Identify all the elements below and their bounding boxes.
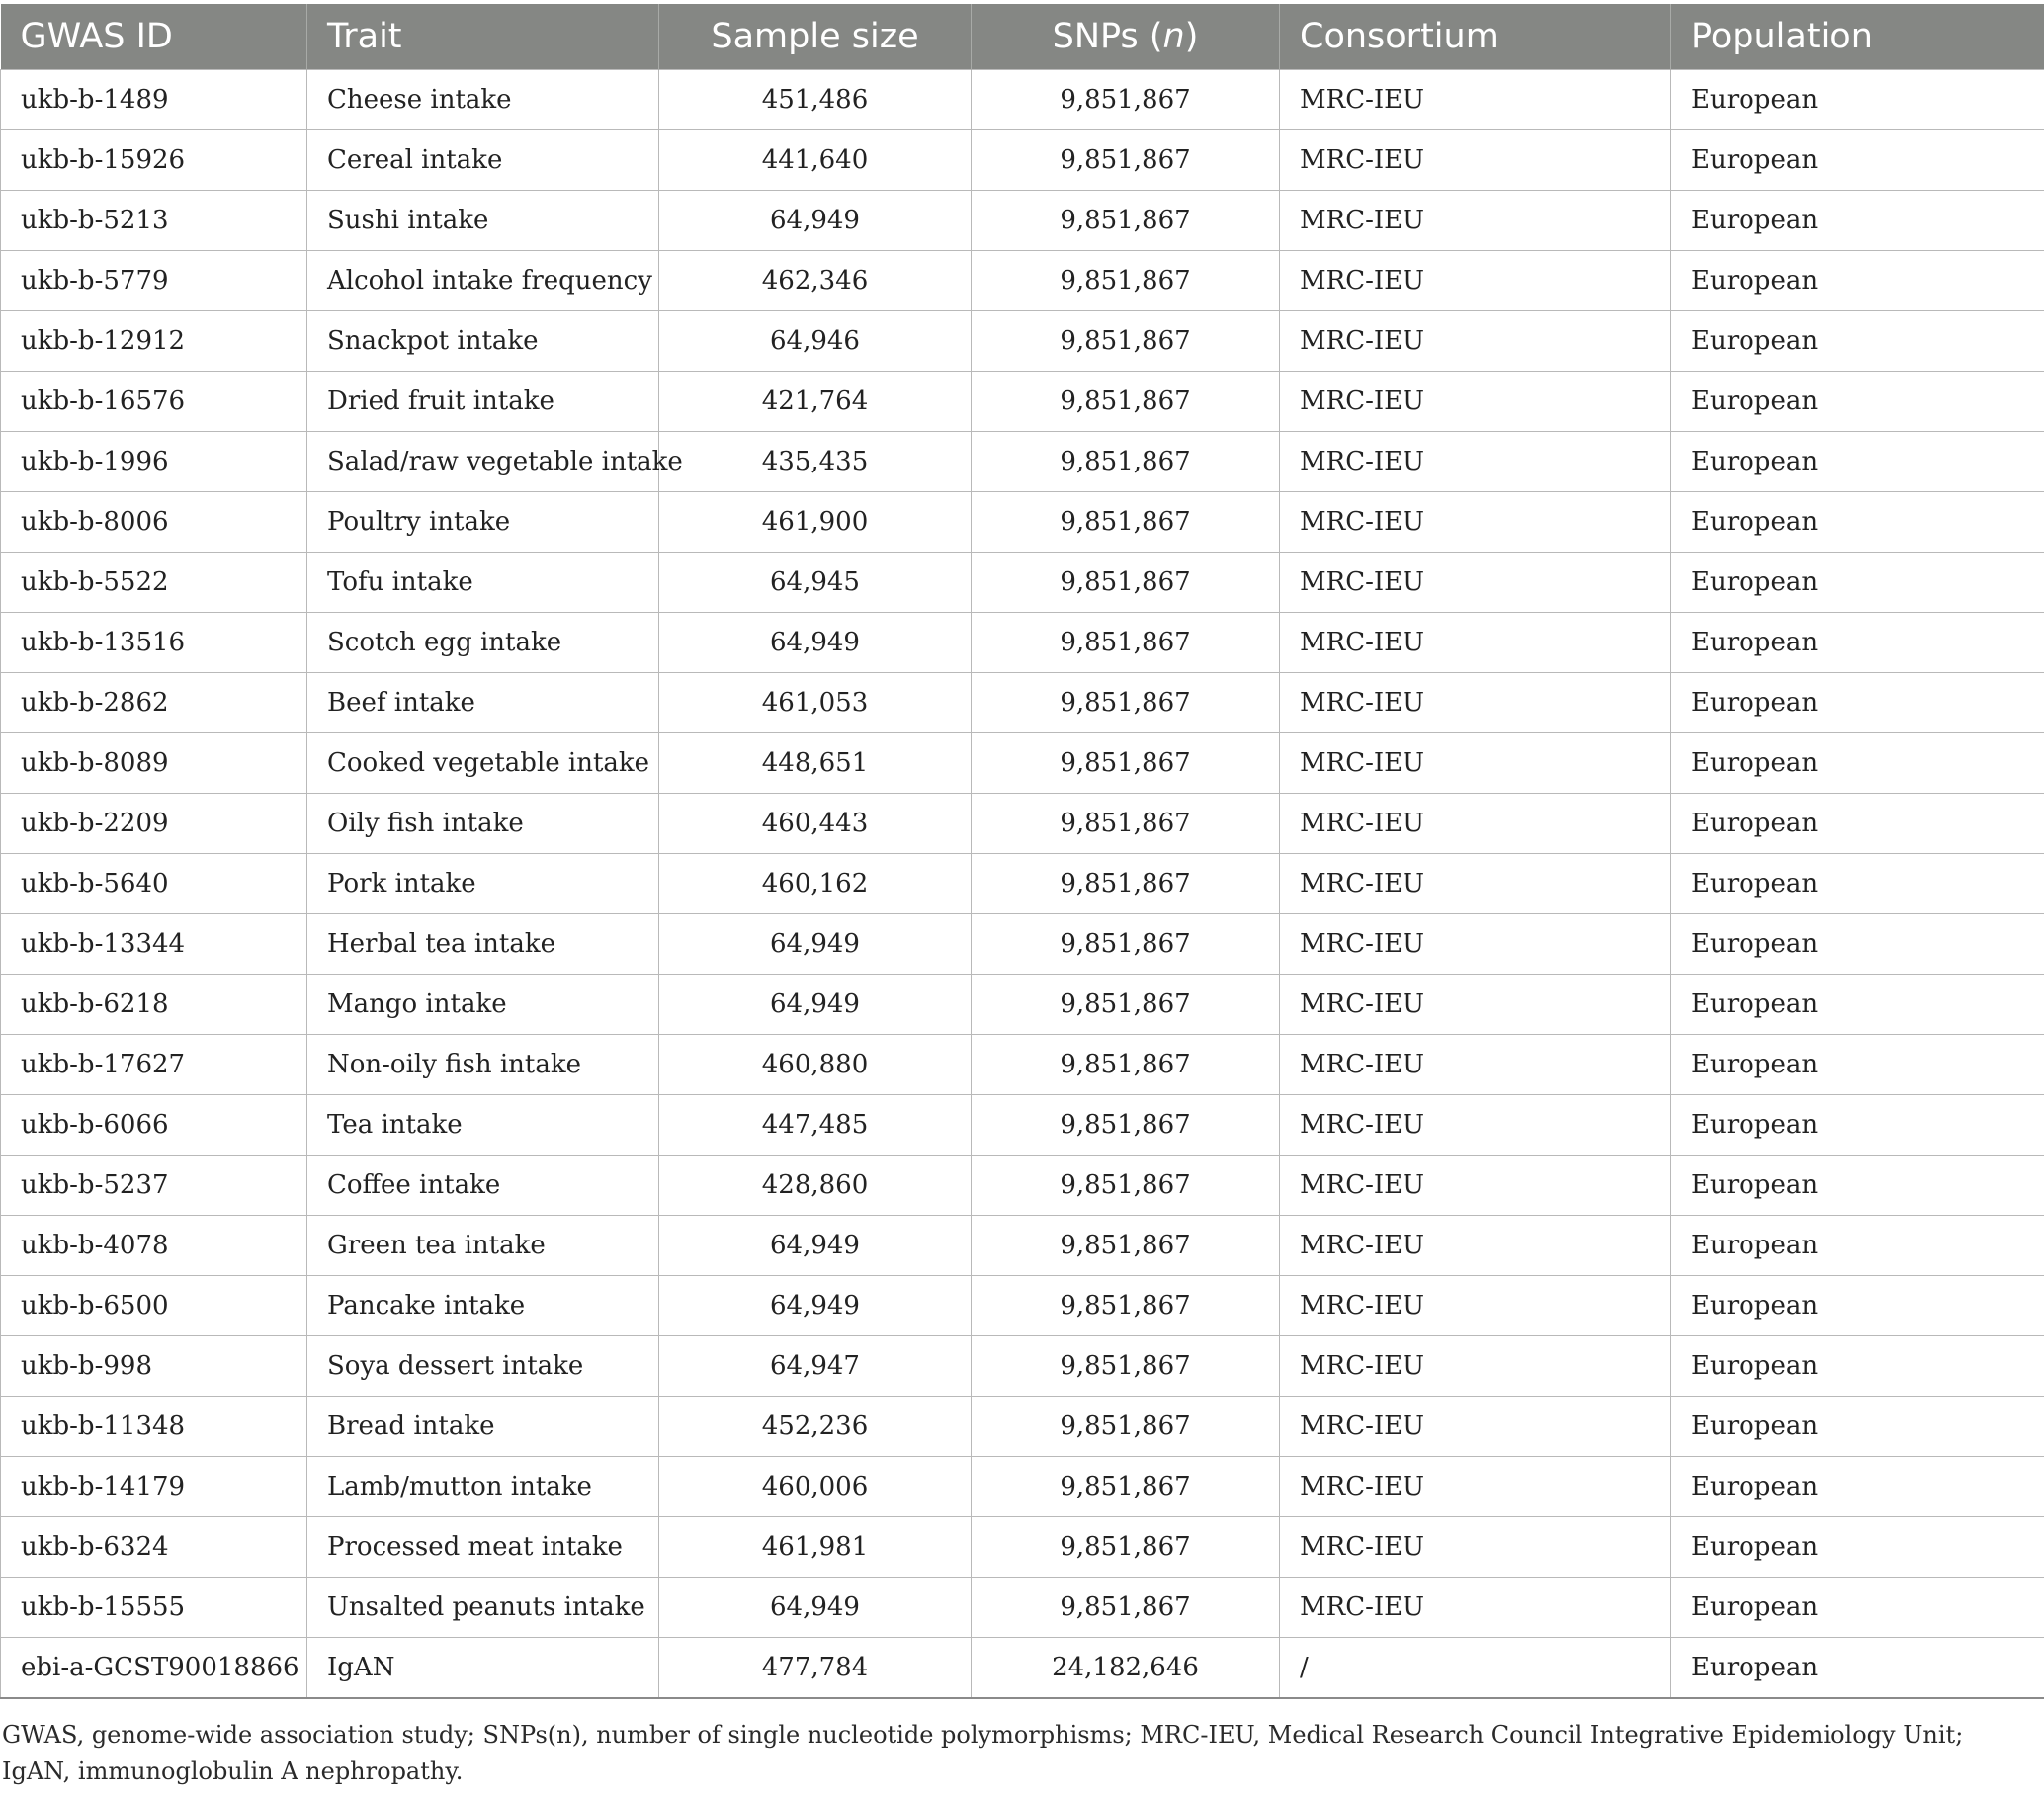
cell-consortium: MRC-IEU — [1280, 1276, 1671, 1336]
cell-trait: Beef intake — [307, 673, 659, 733]
cell-trait: Pancake intake — [307, 1276, 659, 1336]
cell-trait: Cereal intake — [307, 130, 659, 191]
cell-gwas-id: ukb-b-8006 — [1, 492, 307, 553]
cell-sample-size: 460,006 — [659, 1457, 972, 1517]
header-consortium: Consortium — [1280, 4, 1671, 70]
cell-gwas-id: ukb-b-6066 — [1, 1095, 307, 1156]
cell-trait: Sushi intake — [307, 191, 659, 251]
cell-consortium: MRC-IEU — [1280, 1578, 1671, 1638]
cell-consortium: MRC-IEU — [1280, 1216, 1671, 1276]
cell-snps: 9,851,867 — [972, 673, 1280, 733]
cell-consortium: MRC-IEU — [1280, 613, 1671, 673]
cell-population: European — [1671, 975, 2044, 1035]
table-row — [1, 794, 2044, 854]
table-row — [1, 1216, 2044, 1276]
cell-consortium: MRC-IEU — [1280, 191, 1671, 251]
cell-sample-size: 64,949 — [659, 1216, 972, 1276]
cell-gwas-id: ukb-b-6218 — [1, 975, 307, 1035]
table-row — [1, 613, 2044, 673]
cell-sample-size: 64,949 — [659, 914, 972, 975]
cell-snps: 9,851,867 — [972, 794, 1280, 854]
cell-snps: 9,851,867 — [972, 733, 1280, 794]
cell-consortium: MRC-IEU — [1280, 1095, 1671, 1156]
cell-gwas-id: ukb-b-14179 — [1, 1457, 307, 1517]
cell-trait: Cheese intake — [307, 70, 659, 130]
cell-trait: Green tea intake — [307, 1216, 659, 1276]
table-row — [1, 854, 2044, 914]
cell-population: European — [1671, 372, 2044, 432]
cell-sample-size: 447,485 — [659, 1095, 972, 1156]
cell-gwas-id: ukb-b-15926 — [1, 130, 307, 191]
cell-trait: Unsalted peanuts intake — [307, 1578, 659, 1638]
cell-gwas-id: ukb-b-2209 — [1, 794, 307, 854]
cell-trait: IgAN — [307, 1638, 659, 1699]
cell-snps: 9,851,867 — [972, 1276, 1280, 1336]
cell-sample-size: 461,053 — [659, 673, 972, 733]
cell-consortium: / — [1280, 1638, 1671, 1699]
cell-snps: 9,851,867 — [972, 1578, 1280, 1638]
data-table-container — [0, 4, 2044, 1699]
table-row — [1, 1517, 2044, 1578]
cell-snps: 9,851,867 — [972, 372, 1280, 432]
cell-consortium: MRC-IEU — [1280, 1035, 1671, 1095]
cell-consortium: MRC-IEU — [1280, 1156, 1671, 1216]
header-snps — [972, 4, 1280, 70]
cell-sample-size: 461,981 — [659, 1517, 972, 1578]
table-row — [1, 251, 2044, 311]
cell-sample-size: 64,949 — [659, 1578, 972, 1638]
cell-population: European — [1671, 1216, 2044, 1276]
cell-population: European — [1671, 1156, 2044, 1216]
cell-gwas-id: ukb-b-2862 — [1, 673, 307, 733]
table-row — [1, 1156, 2044, 1216]
cell-population: European — [1671, 251, 2044, 311]
cell-trait: Bread intake — [307, 1397, 659, 1457]
table-row — [1, 1276, 2044, 1336]
cell-snps: 9,851,867 — [972, 432, 1280, 492]
table-row — [1, 191, 2044, 251]
header-population: Population — [1671, 4, 2044, 70]
cell-gwas-id: ukb-b-5522 — [1, 553, 307, 613]
cell-snps: 9,851,867 — [972, 251, 1280, 311]
cell-population: European — [1671, 854, 2044, 914]
cell-sample-size: 461,900 — [659, 492, 972, 553]
cell-trait: Poultry intake — [307, 492, 659, 553]
cell-consortium: MRC-IEU — [1280, 914, 1671, 975]
cell-consortium: MRC-IEU — [1280, 70, 1671, 130]
cell-consortium: MRC-IEU — [1280, 553, 1671, 613]
cell-snps: 9,851,867 — [972, 1336, 1280, 1397]
cell-snps: 9,851,867 — [972, 1517, 1280, 1578]
cell-trait: Alcohol intake frequency — [307, 251, 659, 311]
table-row — [1, 1397, 2044, 1457]
cell-sample-size: 462,346 — [659, 251, 972, 311]
cell-population: European — [1671, 492, 2044, 553]
cell-population: European — [1671, 794, 2044, 854]
gwas-table — [0, 4, 2044, 1699]
cell-population: European — [1671, 1336, 2044, 1397]
cell-snps: 9,851,867 — [972, 1457, 1280, 1517]
cell-snps: 9,851,867 — [972, 1156, 1280, 1216]
cell-consortium: MRC-IEU — [1280, 251, 1671, 311]
cell-sample-size: 441,640 — [659, 130, 972, 191]
cell-sample-size: 460,162 — [659, 854, 972, 914]
table-row — [1, 733, 2044, 794]
cell-consortium: MRC-IEU — [1280, 492, 1671, 553]
cell-gwas-id: ukb-b-8089 — [1, 733, 307, 794]
cell-trait: Tofu intake — [307, 553, 659, 613]
cell-population: European — [1671, 130, 2044, 191]
table-row — [1, 1457, 2044, 1517]
cell-gwas-id: ukb-b-6324 — [1, 1517, 307, 1578]
cell-sample-size: 460,443 — [659, 794, 972, 854]
cell-snps: 9,851,867 — [972, 1216, 1280, 1276]
cell-sample-size: 421,764 — [659, 372, 972, 432]
cell-sample-size: 64,945 — [659, 553, 972, 613]
cell-consortium: MRC-IEU — [1280, 432, 1671, 492]
cell-snps: 9,851,867 — [972, 914, 1280, 975]
cell-gwas-id: ukb-b-17627 — [1, 1035, 307, 1095]
table-row — [1, 975, 2044, 1035]
cell-sample-size: 64,949 — [659, 975, 972, 1035]
cell-trait: Pork intake — [307, 854, 659, 914]
header-trait: Trait — [307, 4, 659, 70]
cell-consortium: MRC-IEU — [1280, 311, 1671, 372]
cell-population: European — [1671, 1095, 2044, 1156]
cell-population: European — [1671, 1638, 2044, 1699]
cell-population: European — [1671, 1578, 2044, 1638]
cell-trait: Dried fruit intake — [307, 372, 659, 432]
cell-gwas-id: ukb-b-5237 — [1, 1156, 307, 1216]
cell-snps: 9,851,867 — [972, 70, 1280, 130]
cell-sample-size: 460,880 — [659, 1035, 972, 1095]
cell-population: European — [1671, 733, 2044, 794]
cell-population: European — [1671, 191, 2044, 251]
cell-consortium: MRC-IEU — [1280, 1397, 1671, 1457]
cell-sample-size: 64,947 — [659, 1336, 972, 1397]
cell-trait: Scotch egg intake — [307, 613, 659, 673]
cell-snps: 9,851,867 — [972, 492, 1280, 553]
cell-population: European — [1671, 70, 2044, 130]
header-snps-suffix: ) — [1184, 17, 1199, 56]
table-row — [1, 1578, 2044, 1638]
header-snps-prefix: SNPs ( — [1052, 17, 1163, 56]
cell-consortium: MRC-IEU — [1280, 1457, 1671, 1517]
cell-consortium: MRC-IEU — [1280, 854, 1671, 914]
table-row — [1, 432, 2044, 492]
cell-population: European — [1671, 673, 2044, 733]
cell-sample-size: 435,435 — [659, 432, 972, 492]
cell-gwas-id: ukb-b-15555 — [1, 1578, 307, 1638]
cell-trait: Coffee intake — [307, 1156, 659, 1216]
cell-population: European — [1671, 311, 2044, 372]
cell-sample-size: 452,236 — [659, 1397, 972, 1457]
table-row — [1, 1035, 2044, 1095]
cell-gwas-id: ukb-b-5640 — [1, 854, 307, 914]
cell-sample-size: 451,486 — [659, 70, 972, 130]
cell-trait: Salad/raw vegetable intake — [307, 432, 659, 492]
cell-snps: 9,851,867 — [972, 130, 1280, 191]
cell-population: European — [1671, 613, 2044, 673]
cell-sample-size: 428,860 — [659, 1156, 972, 1216]
cell-consortium: MRC-IEU — [1280, 733, 1671, 794]
table-header-row — [1, 4, 2044, 70]
cell-consortium: MRC-IEU — [1280, 794, 1671, 854]
table-row — [1, 70, 2044, 130]
cell-gwas-id: ukb-b-13344 — [1, 914, 307, 975]
cell-gwas-id: ukb-b-12912 — [1, 311, 307, 372]
cell-population: European — [1671, 553, 2044, 613]
cell-trait: Tea intake — [307, 1095, 659, 1156]
cell-gwas-id: ukb-b-16576 — [1, 372, 307, 432]
cell-population: European — [1671, 432, 2044, 492]
table-row — [1, 553, 2044, 613]
cell-trait: Processed meat intake — [307, 1517, 659, 1578]
table-row — [1, 130, 2044, 191]
cell-trait: Soya dessert intake — [307, 1336, 659, 1397]
cell-consortium: MRC-IEU — [1280, 372, 1671, 432]
table-row — [1, 1095, 2044, 1156]
cell-gwas-id: ukb-b-6500 — [1, 1276, 307, 1336]
table-row — [1, 311, 2044, 372]
cell-snps: 9,851,867 — [972, 1095, 1280, 1156]
table-row — [1, 673, 2044, 733]
cell-sample-size: 64,949 — [659, 1276, 972, 1336]
cell-snps: 9,851,867 — [972, 975, 1280, 1035]
cell-gwas-id: ukb-b-1996 — [1, 432, 307, 492]
cell-population: European — [1671, 1517, 2044, 1578]
header-snps-n: n — [1162, 17, 1185, 56]
cell-consortium: MRC-IEU — [1280, 975, 1671, 1035]
cell-gwas-id: ebi-a-GCST90018866 — [1, 1638, 307, 1699]
cell-consortium: MRC-IEU — [1280, 1517, 1671, 1578]
cell-gwas-id: ukb-b-13516 — [1, 613, 307, 673]
cell-trait: Cooked vegetable intake — [307, 733, 659, 794]
cell-consortium: MRC-IEU — [1280, 1336, 1671, 1397]
cell-sample-size: 64,949 — [659, 191, 972, 251]
cell-trait: Non-oily fish intake — [307, 1035, 659, 1095]
header-gwas-id: GWAS ID — [1, 4, 307, 70]
table-row — [1, 1336, 2044, 1397]
cell-snps: 9,851,867 — [972, 191, 1280, 251]
cell-sample-size: 64,949 — [659, 613, 972, 673]
cell-trait: Herbal tea intake — [307, 914, 659, 975]
cell-snps: 24,182,646 — [972, 1638, 1280, 1699]
cell-trait: Snackpot intake — [307, 311, 659, 372]
cell-consortium: MRC-IEU — [1280, 673, 1671, 733]
table-row — [1, 914, 2044, 975]
header-sample-size: Sample size — [659, 4, 972, 70]
cell-gwas-id: ukb-b-1489 — [1, 70, 307, 130]
cell-population: European — [1671, 1035, 2044, 1095]
table-body — [1, 70, 2044, 1699]
cell-population: European — [1671, 914, 2044, 975]
cell-trait: Oily fish intake — [307, 794, 659, 854]
cell-snps: 9,851,867 — [972, 1035, 1280, 1095]
cell-sample-size: 477,784 — [659, 1638, 972, 1699]
cell-consortium: MRC-IEU — [1280, 130, 1671, 191]
cell-snps: 9,851,867 — [972, 613, 1280, 673]
table-row — [1, 372, 2044, 432]
cell-snps: 9,851,867 — [972, 553, 1280, 613]
table-footnote: GWAS, genome-wide association study; SNPs(n), number of single nucleotide polymorphisms; MRC-IEU, Medical Research Council Integrative Epidemiology Unit; IgAN, immunoglobulin A nephropathy. — [2, 1721, 1964, 1785]
cell-gwas-id: ukb-b-5213 — [1, 191, 307, 251]
cell-population: European — [1671, 1457, 2044, 1517]
cell-trait: Mango intake — [307, 975, 659, 1035]
cell-gwas-id: ukb-b-998 — [1, 1336, 307, 1397]
cell-gwas-id: ukb-b-11348 — [1, 1397, 307, 1457]
cell-sample-size: 64,946 — [659, 311, 972, 372]
cell-population: European — [1671, 1276, 2044, 1336]
cell-snps: 9,851,867 — [972, 311, 1280, 372]
cell-sample-size: 448,651 — [659, 733, 972, 794]
cell-snps: 9,851,867 — [972, 1397, 1280, 1457]
table-row — [1, 492, 2044, 553]
cell-gwas-id: ukb-b-4078 — [1, 1216, 307, 1276]
cell-population: European — [1671, 1397, 2044, 1457]
table-row — [1, 1638, 2044, 1699]
cell-gwas-id: ukb-b-5779 — [1, 251, 307, 311]
cell-snps: 9,851,867 — [972, 854, 1280, 914]
cell-trait: Lamb/mutton intake — [307, 1457, 659, 1517]
